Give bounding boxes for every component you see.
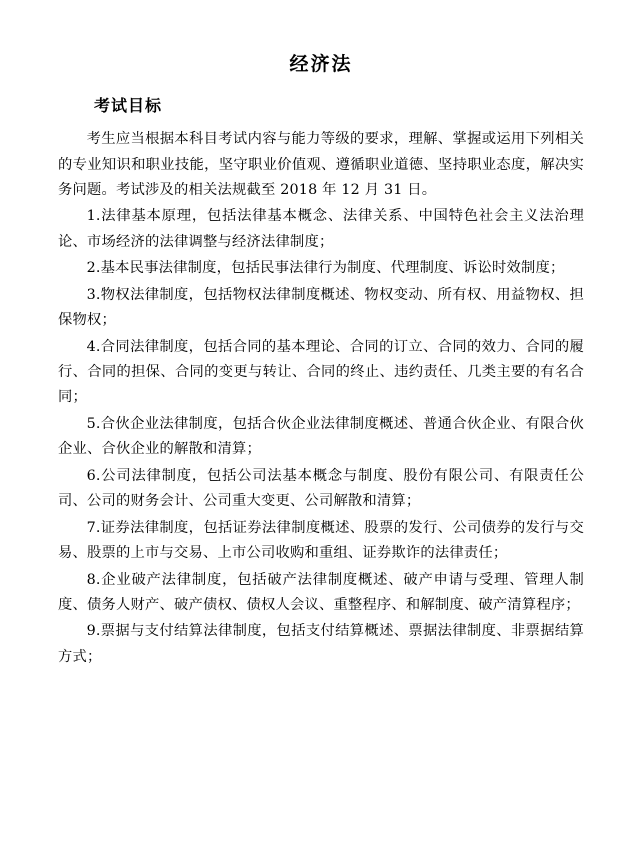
section-heading-exam-objectives: 考试目标	[94, 95, 163, 115]
paragraph-item-9: 9.票据与支付结算法律制度，包括支付结算概述、票据法律制度、非票据结算方式；	[58, 623, 584, 665]
paragraph-item-2: 2.基本民事法律制度，包括民事法律行为制度、代理制度、诉讼时效制度；	[86, 260, 565, 277]
paragraph-item-4: 4.合同法律制度，包括合同的基本理论、合同的订立、合同的效力、合同的履行、合同的担保、合同的变更与转让、合同的终止、违约责任、几类主要的有名合同；	[58, 338, 584, 406]
paragraph-intro: 考生应当根据本科目考试内容与能力等级的要求，理解、掌握或运用下列相关的专业知识和职业技能，坚守职业价值观、遵循职业道德、坚持职业态度，解决实务问题。考试涉及的相关法规截至 2018 年 12 月 31 日。	[58, 131, 584, 198]
paragraph-item-3: 3.物权法律制度，包括物权法律制度概述、物权变动、所有权、用益物权、担保物权；	[58, 286, 584, 329]
paragraph-item-5: 5.合伙企业法律制度，包括合伙企业法律制度概述、普通合伙企业、有限合伙企业、合伙企业的解散和清算；	[58, 415, 584, 458]
page-title: 经济法	[289, 53, 353, 75]
paragraph-item-6: 6.公司法律制度，包括公司法基本概念与制度、股份有限公司、有限责任公司、公司的财务会计、公司重大变更、公司解散和清算；	[58, 467, 584, 510]
paragraph-item-1: 1.法律基本原理，包括法律基本概念、法律关系、中国特色社会主义法治理论、市场经济的法律调整与经济法律制度；	[58, 208, 584, 250]
paragraph-item-7: 7.证券法律制度，包括证券法律制度概述、股票的发行、公司债券的发行与交易、股票的上市与交易、上市公司收购和重组、证券欺诈的法律责任；	[58, 519, 584, 562]
paragraph-item-8: 8.企业破产法律制度，包括破产法律制度概述、破产申请与受理、管理人制度、债务人财产、破产债权、债权人会议、重整程序、和解制度、破产清算程序；	[58, 571, 584, 613]
